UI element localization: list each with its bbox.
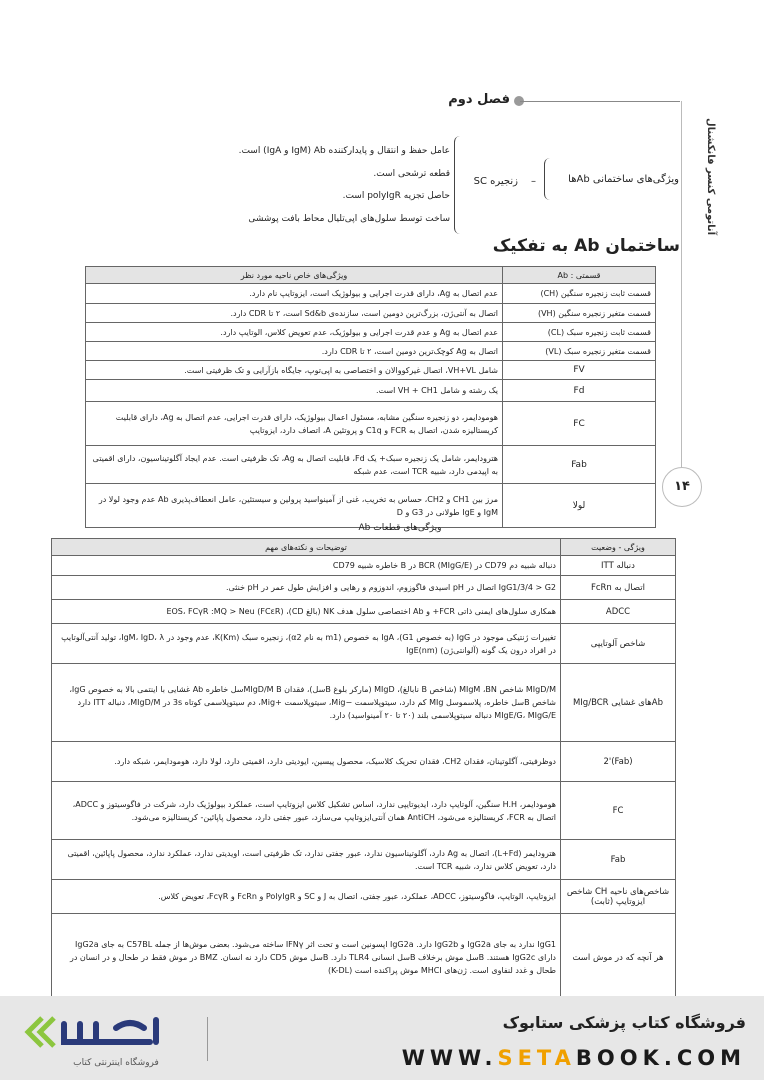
table-cell-desc: عدم اتصال به Ag و عدم قدرت اجرایی و بیولوژیک، عدم تعویض کلاس، الوتایپ دارد. — [86, 323, 503, 342]
features-list — [150, 140, 450, 230]
store-url-link[interactable] — [390, 1046, 746, 1070]
table-cell-part: قسمت متغیر زنجیره سنگین (VH) — [503, 304, 656, 323]
table-cell-part: قسمت ثابت زنجیره سبک (CL) — [503, 323, 656, 342]
features-item: حاصل تجزیه polyIgR است. — [342, 191, 450, 201]
table-header-cell: ویژگی‌های خاص ناحیه مورد نظر — [86, 267, 503, 284]
table-cell-part: Fd — [503, 380, 656, 402]
table-cell-note: IgG1 ندارد به جای IgG2a و IgG2b دارد. IgG2a اپسونین است و تحت اثر IFNγ ساخته می‌شود. بعضی موش‌ها از جمله C57BL به جای IgG2a دارای IgG2c هستند. Bسل موش برخلاف Bسل انسانی TLR4 دارد. Bسل موش CD5 دارد نه انسان. BMZ در موش فقط در طحال و در انسان در طحال و غدد لنفاوی است. ژن‌های MHCI موش پراکنده است (K-DL) — [52, 914, 561, 1002]
table-cell-note: هترودایمر (L+Fd)، اتصال به Ag دارد، آگلوتیناسیون ندارد، عبور جفتی ندارد، تک ظرفیتی است، اویدیتی ندارد، عملکرد ندارد، محصول پاپائین، اقمیتی دارد، تعویض کلاس ندارد، شبیه TCR است. — [52, 840, 561, 880]
features-brace-outer — [544, 158, 551, 200]
table2-caption: ویژگی‌های قطعات Ab — [358, 523, 442, 533]
table-cell-feature: Abهای غشایی MIg/BCR — [561, 664, 676, 742]
features-item: ساخت توسط سلول‌های اپی‌تلیال محاط بافت پوششی — [248, 213, 450, 224]
table-cell-feature: هر آنچه که در موش است — [561, 914, 676, 1002]
table-row — [52, 664, 676, 742]
table-cell-feature: شاخص‌های ناحیه CH شاخص ایزوتایپ (ثابت) — [561, 880, 676, 914]
table-row — [52, 600, 676, 624]
table-cell-feature: Fab — [561, 840, 676, 880]
table-cell-part: لولا — [503, 484, 656, 528]
table-cell-desc: اتصال به Ag کوچک‌ترین دومین است، ۲ تا CDR دارد. — [86, 342, 503, 361]
table-cell-part: قسمت متغیر زنجیره سبک (VL) — [503, 342, 656, 361]
table-cell-desc: مرز بین CH1 و CH2، حساس به تخریب، غنی از آمینواسید پرولین و سیستئین، عامل انعطاف‌پذیری Ab عدم وجود لولا در IgM و IgE طولانی در G3 و D — [86, 484, 503, 528]
setabook-logo[interactable] — [20, 1010, 170, 1062]
table-cell-desc: هترودایمر، شامل یک زنجیره سبک+ یک Fd، قابلیت اتصال به Ag، تک ظرفیتی است. عدم ایجاد آگلوتیناسیون، دارای اقمیتی به اپیدمی دارد، شبیه TCR است، عدم شبکه — [86, 446, 503, 484]
table-cell-note: دنباله شبیه دم CD79 در BCR (MIgG/E) در B خاطره شبیه CD79 — [52, 556, 561, 576]
page-number: ۱۴ — [662, 467, 702, 507]
features-dash: – — [531, 176, 536, 187]
table-row — [52, 576, 676, 600]
features-item: عامل حفظ و انتقال و پایدارکننده IgM) Ab و IgA) است. — [238, 146, 450, 156]
side-rail — [681, 101, 682, 481]
table-cell-note: دوظرفیتی، آگلوتینان، فقدان CH2، فقدان تحریک کلاسیک، محصول پیسین، ایودیتی دارد، اقمیتی دارد، لولا دارد، هومودایمر، شبکه دارد. — [52, 742, 561, 782]
table-row — [86, 304, 656, 323]
table-row — [86, 284, 656, 304]
table-row — [52, 742, 676, 782]
table-cell-part: FC — [503, 402, 656, 446]
table-cell-note: MIgD/M شاخص MIgM ،BN (شاخص B نابالغ)، MIgD (مارکر بلوغ Bسل)، فقدان MIgD/M Bسل خاطره Ab غشایی با اینتمی بالا به خصوص IgG، شاخص Bسل خاطره، پلاسموسل MIg کم دارد، سیتوپلاسمت −Mig، سیتوپلاسمت +Mig، دم سیتوپلاسمی کوتاه 3s در MIgD/M، دنباله ITT دارد MIgE/G، MIgG/E دنباله سیتوپلاسمی بلند (۲۰ تا ۲۰ آمینواسید) دارد. — [52, 664, 561, 742]
chapter-title: فصل دوم — [448, 92, 510, 107]
table-row — [52, 782, 676, 840]
table-cell-feature: ADCC — [561, 600, 676, 624]
footer-divider — [207, 1017, 208, 1061]
logo-subtitle: فروشگاه اینترنتی کتاب — [73, 1058, 159, 1068]
table-row — [52, 624, 676, 664]
table-cell-part: قسمت ثابت زنجیره سنگین (CH) — [503, 284, 656, 304]
table-header-cell: قسمتی : Ab — [503, 267, 656, 284]
table-row — [52, 880, 676, 914]
sc-chain-label: زنجیره SC — [473, 176, 518, 187]
logo-chevrons-icon — [28, 1018, 54, 1046]
table-row — [86, 402, 656, 446]
store-name: فروشگاه کتاب پزشکی ستابوک — [502, 1013, 746, 1032]
side-book-title: آناتومی کنسر فانکشنال — [705, 118, 716, 236]
table-cell-feature: FC — [561, 782, 676, 840]
table-row — [86, 446, 656, 484]
ab-parts-table — [85, 266, 656, 528]
table-cell-part: Fab — [503, 446, 656, 484]
table-cell-feature: شاخص آلوتایپی — [561, 624, 676, 664]
table-row — [86, 484, 656, 528]
table-cell-note: IgG1/3/4 > G2 اتصال در pH اسیدی فاگوزوم، اندوزوم و رهایی و افزایش طول عمر در pH خنثی. — [52, 576, 561, 600]
url-prefix: WWW. — [401, 1046, 498, 1070]
table-row — [86, 380, 656, 402]
table-cell-note: هومودایمر، H.H سنگین، آلوتایپ دارد، ایدیوتایپی ندارد، اساس تشکیل کلاس ایزوتایپ است، عملکرد بیولوژیک دارد، شرکت در فاگوسیتوز و ADCC، اتصال به FCR، کریستالیزه می‌شود، AntiCH همان آنتی‌ایزوتایپ می‌سازد، عبور جفتی دارد، محصول پاپائین- کریستالیزه می‌شود. — [52, 782, 561, 840]
table-cell-desc: اتصال به آنتی‌ژن، بزرگ‌ترین دومین است، سازنده‌ی Sd&b است، ۲ تا CDR دارد. — [86, 304, 503, 323]
logo-wordmark — [64, 1020, 156, 1042]
table-cell-feature: (Fab)'2 — [561, 742, 676, 782]
table-cell-note: همکاری سلول‌های ایمنی ذاتی FCR+ و Ab اختصاصی سلول هدف NK (بالغ CD)، (FCεR) EOS، FCγR :MQ > Neu — [52, 600, 561, 624]
table-cell-desc: هومودایمر، دو زنجیره سنگین مشابه، مسئول اعمال بیولوژیک، دارای قدرت اجرایی، عدم اتصال به Ag، دارای قابلیت کریستالیزه شدن، اتصال به FCR و C1q و پروتئین A، اتصاف دارد، ایزوتایپ — [86, 402, 503, 446]
table-header-row — [86, 267, 656, 284]
table-header-row — [52, 539, 676, 556]
table-row — [86, 342, 656, 361]
features-label: ویژگی‌های ساختمانی Abها — [568, 174, 679, 185]
table-row — [52, 914, 676, 1002]
table-row — [52, 840, 676, 880]
features-brace-inner — [454, 136, 463, 234]
table-header-cell: توضیحات و نکته‌های مهم — [52, 539, 561, 556]
ab-fragment-features-table — [51, 538, 676, 1002]
features-item: قطعه ترشحی است. — [373, 168, 450, 179]
table-header-cell: ویژگی - وضعیت — [561, 539, 676, 556]
table-cell-desc: شامل VH+VL، اتصال غیرکووالان و اختصاصی به اپی‌توپ، جایگاه بازآرایی و تک ظرفیتی است. — [86, 361, 503, 380]
table-cell-desc: عدم اتصال به Ag، دارای قدرت اجرایی و بیولوژیک است، ایزوتایپ نام دارد. — [86, 284, 503, 304]
table-cell-feature: دنباله ITT — [561, 556, 676, 576]
table-cell-note: ایزوتایپ، الوتایپ، فاگوسیتوز، ADCC، عملکرد، عبور جفتی، اتصال به J و SC و PolyIgR و FcRn و FcγR، تعویض کلاس. — [52, 880, 561, 914]
table-row — [86, 323, 656, 342]
table-cell-part: FV — [503, 361, 656, 380]
table-cell-feature: اتصال به FcRn — [561, 576, 676, 600]
table-cell-note: تغییرات ژنتیکی موجود در IgG (به خصوص G1)، IgA به خصوص (m1 به نام α2)، زنجیره سبک (Km)K، عدم وجود در IgM، IgD، λ، تولید آنتی‌آلوتایپ در افراد درون یک گونه (آلوانتی‌ژن) IgE(nm) — [52, 624, 561, 664]
table-row — [86, 361, 656, 380]
section-title: ساختمان Ab به تفکیک — [492, 236, 680, 256]
table-row — [52, 556, 676, 576]
url-highlight: SETA — [497, 1046, 576, 1070]
table-cell-desc: یک رشته و شامل VH + CH1 است. — [86, 380, 503, 402]
url-suffix: BOOK.COM — [575, 1046, 746, 1070]
chapter-rule — [520, 101, 680, 102]
